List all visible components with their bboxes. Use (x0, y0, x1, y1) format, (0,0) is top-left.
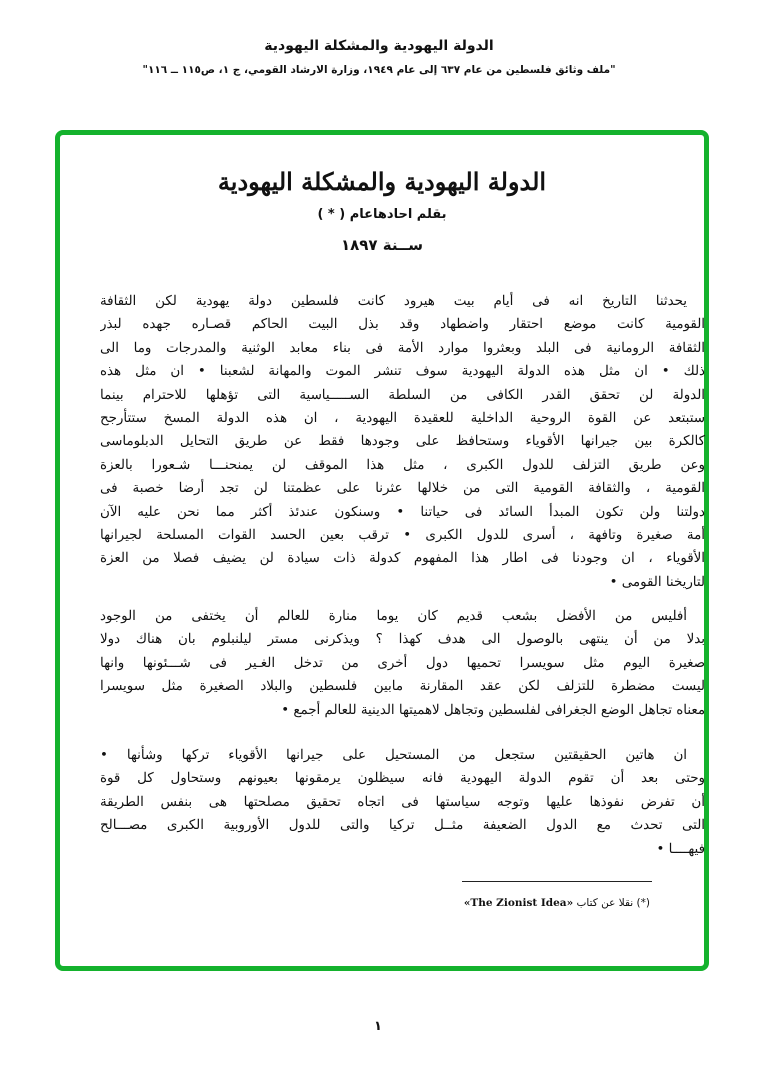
footnote-book-title: «The Zionist Idea» (463, 897, 574, 909)
document-author: بقلم احادهاعام ( * ) (317, 207, 447, 222)
text-line: وعن طريق التزلف للدول الكبرى ، مثل هذا الموقف لن يمنحنـــا شـعورا بالعزة (100, 457, 705, 473)
text-line: ليست مضطرة للتزلف لكن عقد المقارنة مابين فلسطين والبلاد الصغيرة مثل سويسرا (100, 679, 705, 695)
text-line: أن تفرض نفوذها عليها وتوجه سياستها فى اتجاه تحقيق مصلحتها هى بنفس الطريقة (100, 794, 705, 810)
document-year: ســنة ١٨٩٧ (340, 236, 424, 254)
text-line: معناه تجاهل الوضع الجغرافى لفلسطين وتجاهل لاهميتها الدينية للعالم أجمع • (281, 702, 705, 718)
page-header (0, 36, 758, 78)
header-title: الدولة اليهودية والمشكلة اليهودية (264, 38, 494, 54)
paragraph-3 (100, 744, 705, 861)
footnote-divider (462, 881, 652, 882)
text-line: صغيرة اليوم مثل سويسرا تحميها دول أخرى من تدخل الغـير فى شـــئونها وانها (100, 655, 705, 671)
text-line: ذلك • ان مثل هذه الدولة اليهودية سوف تنشر الموت والمهانة لشعبنا • ان مثل هذه (100, 364, 705, 380)
footnote-text: نقلا عن كتاب (576, 897, 634, 909)
footnote-marker: (*) (636, 897, 650, 909)
text-line: بدلا من أن ينتهى بالوصول الى هدف كهذا ؟ ويذكرنى مستر ليلنبلوم بان هناك دولا (100, 632, 705, 648)
text-line: الأقوياء ، ان وجودنا فى اطار هذا المفهوم كدولة ذات سيادة لن يضيف فصلا من العزة (100, 551, 705, 567)
text-line: أمة صغيرة وتافهة ، أسرى للدول الكبرى • ترقب بعين الحسد القوات المسلحة لجيرانها (100, 527, 705, 543)
text-line: يحدثنا التاريخ انه فى أيام بيت هيرود كانت فلسطين دولة يهودية لكن الثقافة (100, 294, 687, 309)
paragraph-2 (100, 605, 705, 722)
text-line: فيهــــا • (656, 841, 705, 857)
text-line: ان هاتين الحقيقتين ستجعل من المستحيل على جيرانها الأقوياء تركها وشأنها • (100, 748, 687, 763)
paragraph-1 (100, 290, 705, 594)
text-line: دولتنا ولن تكون المبدأ السائد فى حياتنا • وسنكون عندئذ أكثر مما نحن عليه الآن (100, 504, 705, 520)
text-line: كالكرة بين جيرانها الأقوياء وستحافظ على وجودها فقط عن طريق التحايل الدبلوماسى (100, 434, 705, 450)
footnote (380, 895, 650, 911)
text-line: لتاريخنا القومى • (609, 574, 705, 590)
text-line: الثقافة الرومانية فى البلد وبعثروا موارد الأمة فى بناء معابد الوثنية والمدرجات وما الى (100, 340, 705, 356)
text-line: القومية ، والثقافة القومية التى من خلالها عثرنا على عظمتنا لن تجد أرضا خصبة فى (100, 481, 705, 497)
text-line: ستبتعد عن القوة الروحية الداخلية للعقيدة اليهودية ، ان هذه الدولة المسخ ستتأرجح (100, 410, 705, 426)
text-line: التى تحدث مع الدول الضعيفة مثــل تركيا والتى للدول الأوروبية الكبرى مصـــالح (100, 818, 705, 834)
page-number: ١ (374, 1019, 382, 1034)
header-source-citation: "ملف وثائق فلسطين من عام ٦٣٧ إلى عام ١٩٤٩، وزارة الارشاد القومي، ج ١، ص١١٥ ــ ١١٦" (142, 64, 616, 76)
text-line: وحتى بعد أن تقوم الدولة اليهودية فانه سيظلون يرمقونها بعيونهم وستحاول كل قوة (100, 771, 705, 787)
text-line: القومية كانت موضع احتقار واضطهاد وقد بذل البيت الحاكم قصـاره جهده لبذر (100, 317, 705, 333)
document-title: الدولة اليهودية والمشكلة اليهودية (217, 167, 547, 196)
text-line: أفليس من الأفضل بشعب قديم كان يوما منارة للعالم أن يختفى من الوجود (100, 609, 687, 624)
text-line: الدولة لن تحقق القدر الكافى من السلطة الســـــياسية التى تؤهلها للاحترام بينما (100, 387, 705, 403)
